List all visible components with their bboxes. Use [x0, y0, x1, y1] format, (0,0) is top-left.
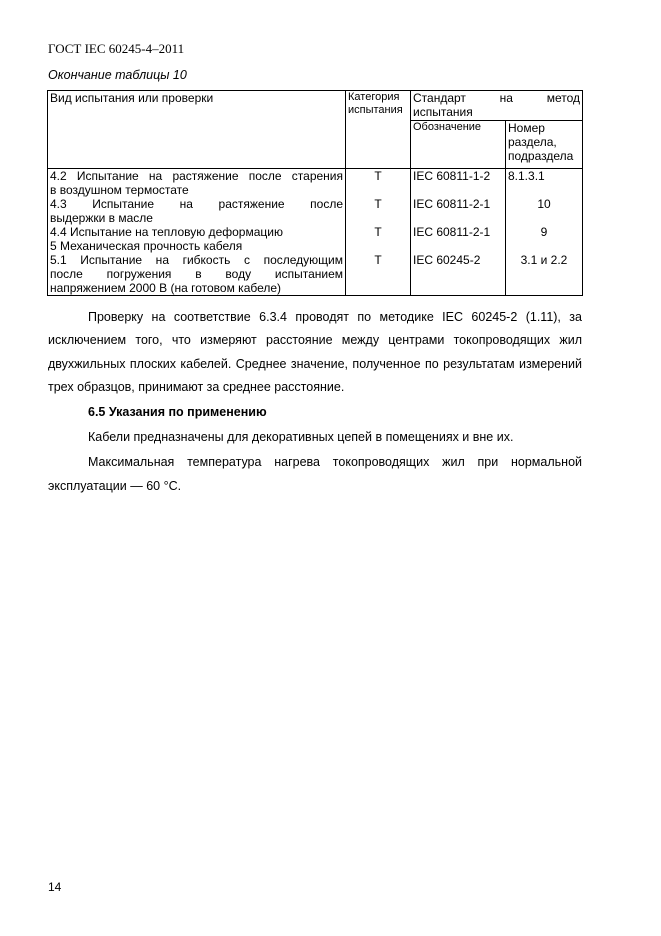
header-section: Номер раздела, подраздела	[506, 121, 583, 169]
header-designation: Обозначение	[411, 121, 506, 169]
table-row: 5.1 Испытание на гибкость с последующим после погружения в воду испытанием напряжением 2000 В (на готовом кабеле) Т IEC 60245-2 3.1 и 2.2	[48, 253, 583, 296]
paragraph: Максимальная температура нагрева токопроводящих жил при нормальной эксплуатации — 60 °С.	[48, 455, 582, 493]
document-header: ГОСТ IEC 60245-4–2011	[48, 41, 185, 56]
section-heading: 6.5 Указания по применению	[88, 405, 267, 420]
paragraph: Кабели предназначены для декоративных цепей в помещениях и вне их.	[88, 430, 514, 445]
header-standard: Стандарт на метод испытания	[411, 91, 583, 121]
paragraph: Проверку на соответствие 6.3.4 проводят по методике IEC 60245-2 (1.11), за исключением того, что измеряют расстояние между центрами токопроводящих жил двухжильных плоских кабелей. Среднее значение, полученное по результатам измерений трех образцов, принимают за среднее расстояние.	[48, 310, 582, 394]
table-row: 4.4 Испытание на тепловую деформацию Т IEC 60811-2-1 9	[48, 225, 583, 239]
header-test-type: Вид испытания или проверки	[48, 91, 346, 169]
table-row: 4.3 Испытание на растяжение после выдержки в масле Т IEC 60811-2-1 10	[48, 197, 583, 225]
header-category: Категория испытания	[346, 91, 411, 169]
page-number: 14	[48, 880, 62, 894]
body-text	[48, 306, 582, 498]
table-row: 4.2 Испытание на растяжение после старения в воздушном термостате Т IEC 60811-1-2 8.1.3.1	[48, 169, 583, 198]
tests-table	[47, 90, 583, 296]
table-row: 5 Механическая прочность кабеля	[48, 239, 583, 253]
table-caption: Окончание таблицы 10	[48, 68, 187, 82]
